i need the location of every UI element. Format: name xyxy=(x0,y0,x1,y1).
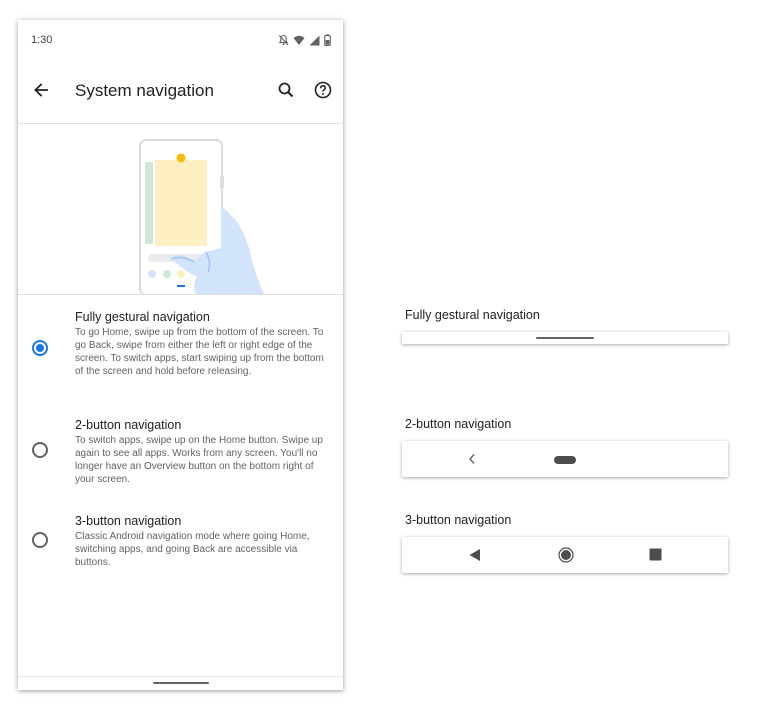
option-title: 2-button navigation xyxy=(75,418,182,432)
preview-bar-fully-gestural xyxy=(402,332,728,344)
status-bar xyxy=(18,20,343,60)
notifications-off-icon xyxy=(278,34,289,46)
arrow-back-icon xyxy=(30,88,52,105)
option-description: To switch apps, swipe up on the Home button. Swipe up again to see all apps. Works from any screen. You'll no longer have an Overview button on the bottom right of your screen. xyxy=(75,435,323,485)
app-bar xyxy=(18,60,343,124)
radio-2-button[interactable] xyxy=(32,442,48,458)
home-circle-icon xyxy=(558,547,574,568)
wifi-icon xyxy=(293,35,305,46)
gesture-handle xyxy=(536,337,594,339)
status-time: 1:30 xyxy=(31,34,53,46)
home-pill-icon xyxy=(554,456,576,464)
bottom-divider xyxy=(18,676,343,677)
back-chevron-icon xyxy=(468,453,476,467)
option-title: Fully gestural navigation xyxy=(75,310,210,324)
search-button[interactable] xyxy=(275,79,297,101)
option-description: To go Home, swipe up from the bottom of the screen. To go Back, swipe from either the left or right edge of the screen. To switch apps, start swiping up from the bottom of the screen and hold before releasing. xyxy=(75,327,324,377)
preview-label-2-button: 2-button navigation xyxy=(405,417,512,431)
back-triangle-icon xyxy=(468,548,481,567)
preview-bar-2-button xyxy=(402,441,728,477)
back-button[interactable] xyxy=(30,79,52,101)
radio-3-button[interactable] xyxy=(32,532,48,548)
radio-fully-gestural[interactable] xyxy=(32,340,48,356)
help-button[interactable] xyxy=(312,79,334,101)
phone-frame xyxy=(18,20,343,690)
gesture-illustration xyxy=(18,124,343,295)
help-icon xyxy=(312,88,334,105)
option-description: Classic Android navigation mode where going Home, switching apps, and going Back are accessible via buttons. xyxy=(75,531,310,568)
preview-label-fully-gestural: Fully gestural navigation xyxy=(405,308,540,322)
page-title: System navigation xyxy=(75,81,214,100)
signal-icon xyxy=(309,35,320,46)
overview-square-icon xyxy=(649,548,662,566)
preview-bar-3-button xyxy=(402,537,728,573)
status-icons xyxy=(278,34,331,46)
gesture-nav-handle[interactable] xyxy=(153,682,209,684)
battery-icon xyxy=(324,34,331,46)
search-icon xyxy=(275,88,297,105)
preview-label-3-button: 3-button navigation xyxy=(405,513,512,527)
option-title: 3-button navigation xyxy=(75,514,182,528)
